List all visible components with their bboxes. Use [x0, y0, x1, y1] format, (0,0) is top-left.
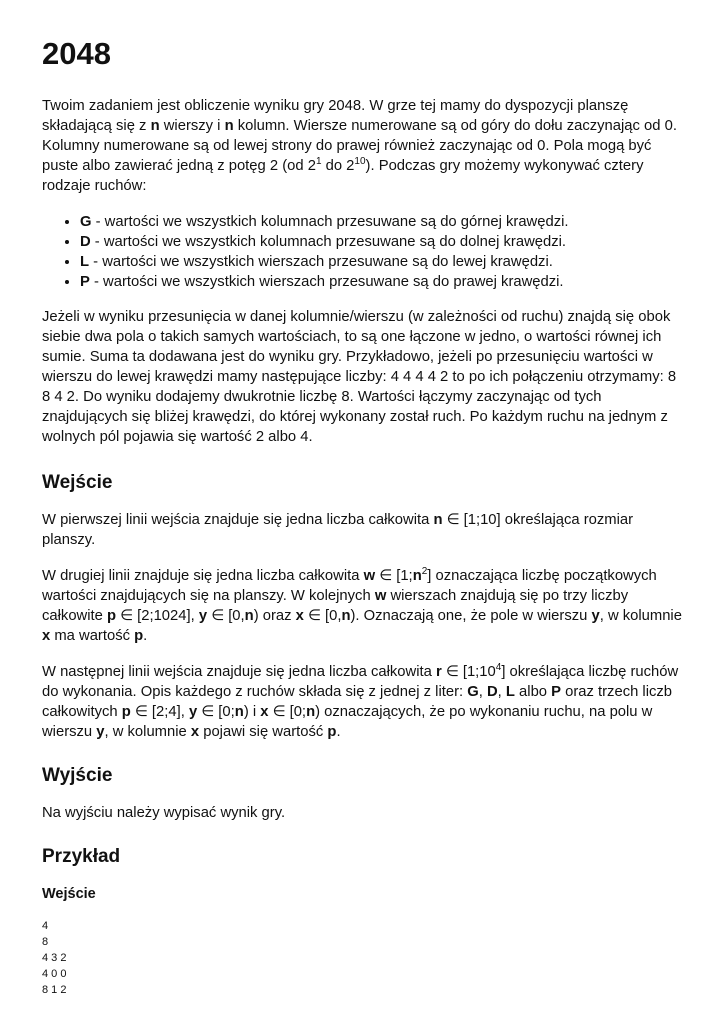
page-title: 2048 — [42, 36, 111, 71]
example-heading: Przykład — [42, 846, 121, 867]
example-line: 8 — [42, 936, 49, 948]
example-line: 4 0 0 — [42, 968, 67, 980]
rules-paragraph: Jeżeli w wyniku przesunięcia w danej kolumnie/wierszu (w zależności od ruchu) znajdą się obok siebie dwa pola o takich samych wartościach, to są one łączone w jedno, o wartości równej ich sumie. Suma ta dodawana jest do wyniku gry. Przykładowo, jeżeli po przesunięciu wartości w wierszu do lewej krawędzi mamy następujące liczby: 4 4 4 4 2 to po ich połączeniu otrzymamy: 8 8 4 2. Do wyniku dodajemy dwukrotnie liczbę 8. Wartości łączymy zaczynając od tych znajdujących się bliżej krawędzi, do której wykonany został ruch. Po każdym ruchu na jednym z wolnych pól pojawia się wartość 2 albo 4. — [42, 309, 677, 445]
list-item: • L - wartości we wszystkich wierszach przesuwane są do lewej krawędzi. — [80, 252, 682, 272]
intro-paragraph: Twoim zadaniem jest obliczenie wyniku gry 2048. W grze tej mamy do dyspozycji planszę składającą się z n wierszy i n kolumn. Wiersze numerowane są od góry do dołu zaczynając od 0. Kolumny numerowane są od lewej strony do prawej również zaczynając od 0. Pola mogą być puste albo zawierać jedną z potęg 2 (od $2^1$ do $2^{10}$). Podczas gry możemy wykonywać cztery rodzaje ruchów: — [42, 98, 677, 194]
input-paragraph-3: W następnej linii wejścia znajduje się jedna liczba całkowita r ∈ $[1;10^4]$ określająca liczbę ruchów do wykonania. Opis każdego z ruchów składa się z jednej z liter: G, D, L albo P oraz trzech liczb całkowitych p ∈ [2;4], y ∈ [0;n) i x ∈ [0;n) oznaczających, że po wykonaniu ruchu, na polu w wierszu y, w kolumnie x pojawi się wartość p. — [42, 662, 679, 740]
input-paragraph-1: W pierwszej linii wejścia znajduje się jedna liczba całkowita n ∈ [1;10] określająca rozmiar planszy. — [42, 512, 634, 548]
example-line: 4 3 2 — [42, 952, 67, 964]
example-line: 8 1 2 — [42, 984, 67, 996]
input-paragraph-2: W drugiej linii znajduje się jedna liczba całkowita w ∈ $[1;n^2]$ oznaczająca liczbę początkowych wartości znajdujących się na planszy. W kolejnych w wierszach znajdują się po trzy liczby całkowite p ∈ [2;1024], y ∈ [0,n) oraz x ∈ [0,n). Oznaczają one, że pole w wierszu y, w kolumnie x ma wartość p. — [42, 566, 682, 644]
list-item: • P - wartości we wszystkich wierszach przesuwane są do prawej krawędzi. — [80, 272, 682, 292]
moves-list — [42, 212, 682, 292]
example-input-heading: Wejście — [42, 886, 96, 902]
input-heading: Wejście — [42, 472, 113, 493]
list-item: • G - wartości we wszystkich kolumnach przesuwane są do górnej krawędzi. — [80, 212, 682, 232]
list-item: • D - wartości we wszystkich kolumnach przesuwane są do dolnej krawędzi. — [80, 232, 682, 252]
output-heading: Wyjście — [42, 765, 113, 786]
example-input-block — [42, 918, 682, 998]
example-line: 4 — [42, 920, 49, 932]
output-paragraph: Na wyjściu należy wypisać wynik gry. — [42, 805, 286, 821]
